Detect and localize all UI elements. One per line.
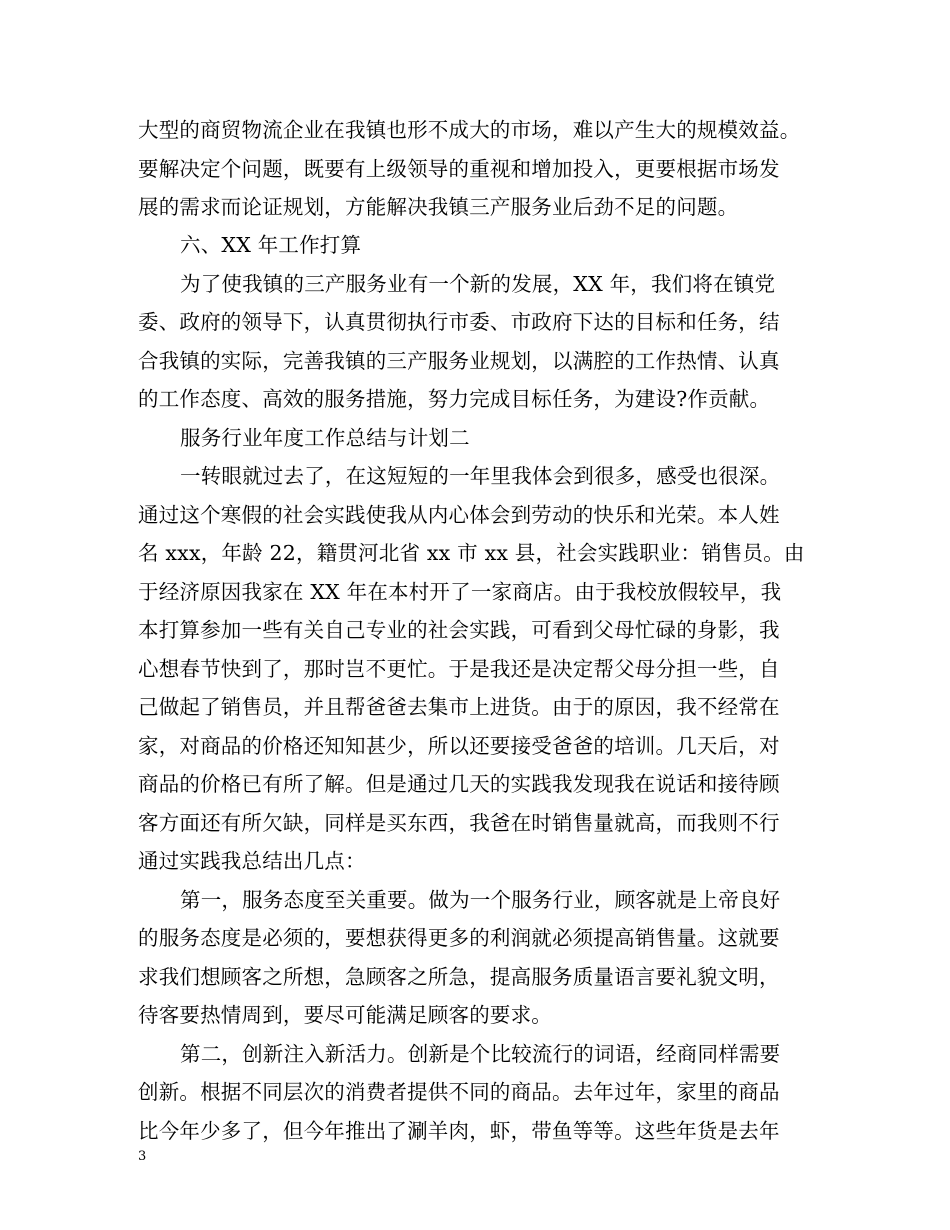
paragraph-line: 客方面还有所欠缺，同样是买东西，我爸在时销售量就高，而我则不行: [138, 811, 780, 835]
paragraph-line: 的服务态度是必须的，要想获得更多的利润就必须提高销售量。这就要: [138, 926, 780, 950]
paragraph-line: 通过实践我总结出几点：: [138, 849, 366, 873]
paragraph-line: 为了使我镇的三产服务业有一个新的发展，XX 年，我们将在镇党: [180, 272, 776, 296]
paragraph-line: 家，对商品的价格还知知甚少，所以还要接受爸爸的培训。几天后，对: [138, 734, 780, 758]
section-heading: 服务行业年度工作总结与计划二: [180, 426, 470, 450]
paragraph-line: 委、政府的领导下，认真贯彻执行市委、市政府下达的目标和任务，结: [138, 310, 780, 334]
paragraph-line: 比今年少多了，但今年推出了涮羊肉，虾，带鱼等等。这些年货是去年: [138, 1119, 780, 1143]
paragraph-line: 通过这个寒假的社会实践使我从内心体会到劳动的快乐和光荣。本人姓: [138, 503, 780, 527]
paragraph-line: 要解决定个问题，既要有上级领导的重视和增加投入，更要根据市场发: [138, 157, 780, 181]
page-number: 3: [138, 1149, 147, 1164]
paragraph-line: 本打算参加一些有关自己专业的社会实践，可看到父母忙碌的身影，我: [138, 618, 780, 642]
paragraph-line: 一转眼就过去了，在这短短的一年里我体会到很多，感受也很深。: [180, 464, 781, 488]
paragraph-line: 于经济原因我家在 XX 年在本村开了一家商店。由于我校放假较早，我: [138, 580, 782, 604]
paragraph-line: 名 xxx，年龄 22，籍贯河北省 xx 市 xx 县，社会实践职业：销售员。由: [138, 541, 805, 565]
paragraph-line: 心想春节快到了，那时岂不更忙。于是我还是决定帮父母分担一些，自: [138, 657, 780, 681]
paragraph-line: 创新。根据不同层次的消费者提供不同的商品。去年过年，家里的商品: [138, 1080, 780, 1104]
paragraph-line: 待客要热情周到，要尽可能满足顾客的要求。: [138, 1003, 552, 1027]
paragraph-line: 合我镇的实际，完善我镇的三产服务业规划，以满腔的工作热情、认真: [138, 349, 780, 373]
paragraph-line: 展的需求而论证规划，方能解决我镇三产服务业后劲不足的问题。: [138, 195, 739, 219]
paragraph-line: 大型的商贸物流企业在我镇也形不成大的市场，难以产生大的规模效益。: [138, 118, 801, 142]
paragraph-line: 己做起了销售员，并且帮爸爸去集市上进货。由于的原因，我不经常在: [138, 695, 780, 719]
paragraph-line: 的工作态度、高效的服务措施，努力完成目标任务，为建设?作贡献。: [138, 387, 771, 411]
section-heading: 六、XX 年工作打算: [180, 233, 362, 257]
paragraph-line: 第二，创新注入新活力。创新是个比较流行的词语，经商同样需要: [180, 1042, 781, 1066]
paragraph-line: 商品的价格已有所了解。但是通过几天的实践我发现我在说话和接待顾: [138, 772, 780, 796]
paragraph-line: 求我们想顾客之所想，急顾客之所急，提高服务质量语言要礼貌文明，: [138, 965, 780, 989]
paragraph-line: 第一，服务态度至关重要。做为一个服务行业，顾客就是上帝良好: [180, 888, 781, 912]
